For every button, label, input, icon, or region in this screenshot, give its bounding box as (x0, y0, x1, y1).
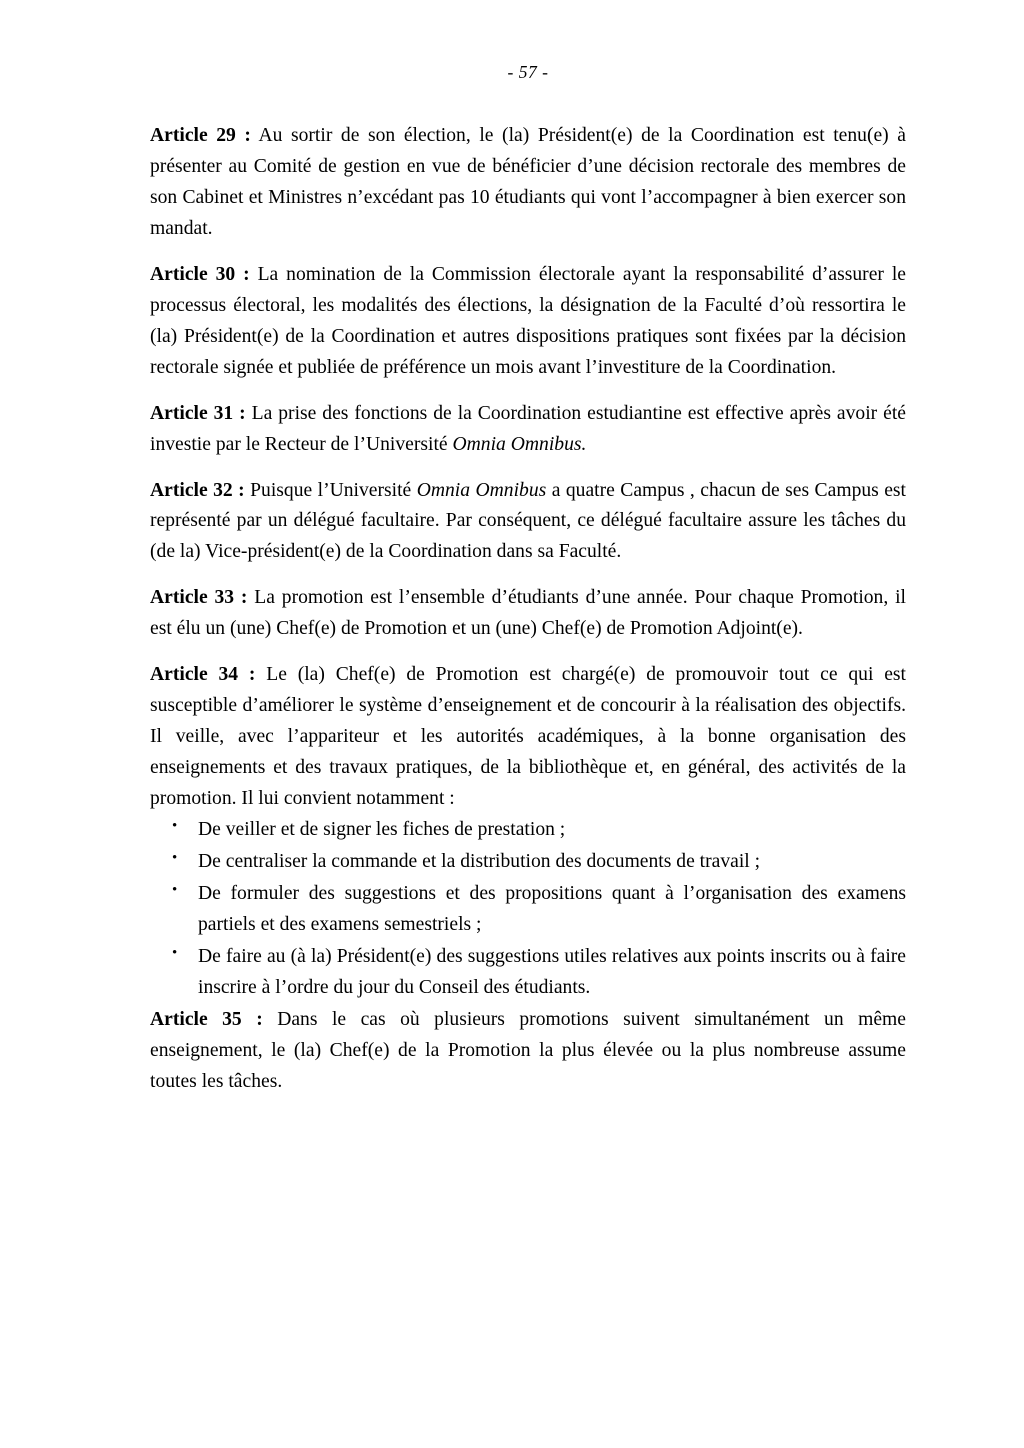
list-item: • De centraliser la commande et la distribution des documents de travail ; (150, 847, 906, 878)
paragraph-article-30 (150, 260, 906, 384)
paragraph-article-29 (150, 121, 906, 245)
article-29-label: Article 29 : (150, 125, 251, 146)
article-31-italic: Omnia Omnibus. (452, 433, 587, 455)
duties-list (150, 815, 906, 1004)
article-32-text: Puisque l’Université (244, 479, 417, 501)
article-31-label: Article 31 : (150, 402, 246, 424)
article-34-label: Article 34 : (150, 664, 256, 686)
list-item: • De veiller et de signer les fiches de prestation ; (150, 815, 906, 846)
article-32-italic: Omnia Omnibus (416, 479, 547, 501)
list-item: • De formuler des suggestions et des propositions quant à l’organisation des examens partiels et des examens semestriels ; (150, 879, 906, 941)
paragraph-article-35 (150, 1005, 906, 1098)
article-30-label: Article 30 : (150, 263, 250, 285)
paragraph-article-32 (150, 476, 906, 569)
article-31-text: La prise des fonctions de la Coordination estudiantine est effective après avoir été investie par le Recteur de l’Université (150, 402, 906, 455)
article-34-text: Le (la) Chef(e) de Promotion est chargé(e) de promouvoir tout ce qui est susceptible d’améliorer le système d’enseignement et de concourir à la réalisation des objectifs. Il veille, avec l’appariteur et les autorités académiques, à la bonne organisation des enseignements et des travaux pratiques, de la bibliothèque et, en général, des activités de la promotion. Il lui convient notamment : (150, 664, 906, 810)
paragraph-article-33 (150, 583, 906, 645)
article-29-text: Au sortir de son élection, le (la) Président(e) de la Coordination est tenu(e) à présenter au Comité de gestion en vue de bénéficier d’une décision rectorale des membres de son Cabinet et Ministres n’excédant pas 10 étudiants qui vont l’accompagner à bien exercer son mandat. (150, 125, 906, 239)
article-32-tail: a quatre Campus , chacun de ses Campus est représenté par un délégué facultaire. Par conséquent, ce délégué facultaire assure les tâches du (de la) Vice-président(e) de la Coordination dans sa Faculté. (150, 479, 907, 563)
article-32-label: Article 32 : (150, 479, 245, 501)
paragraph-article-34 (150, 660, 906, 815)
article-33-label: Article 33 : (150, 587, 248, 609)
paragraph-article-31 (150, 399, 906, 461)
article-35-label: Article 35 : (150, 1008, 263, 1030)
page-number: - 57 - (507, 62, 549, 82)
article-35-text: Dans le cas où plusieurs promotions suivent simultanément un même enseignement, le (la) Chef(e) de la Promotion la plus élevée ou la plus nombreuse assume toutes les tâches. (150, 1008, 906, 1092)
article-30-text: La nomination de la Commission électorale ayant la responsabilité d’assurer le processus électoral, les modalités des élections, la désignation de la Faculté d’où ressortira le (la) Président(e) de la Coordination et autres dispositions pratiques sont fixées par la décision rectorale signée et publiée de préférence un mois avant l’investiture de la Coordination. (150, 263, 906, 378)
article-33-text: La promotion est l’ensemble d’étudiants d’une année. Pour chaque Promotion, il est élu un (une) Chef(e) de Promotion et un (une) Chef(e) de Promotion Adjoint(e). (150, 587, 906, 640)
list-item: • De faire au (à la) Président(e) des suggestions utiles relatives aux points inscrits ou à faire inscrire à l’ordre du jour du Conseil des étudiants. (150, 942, 906, 1004)
